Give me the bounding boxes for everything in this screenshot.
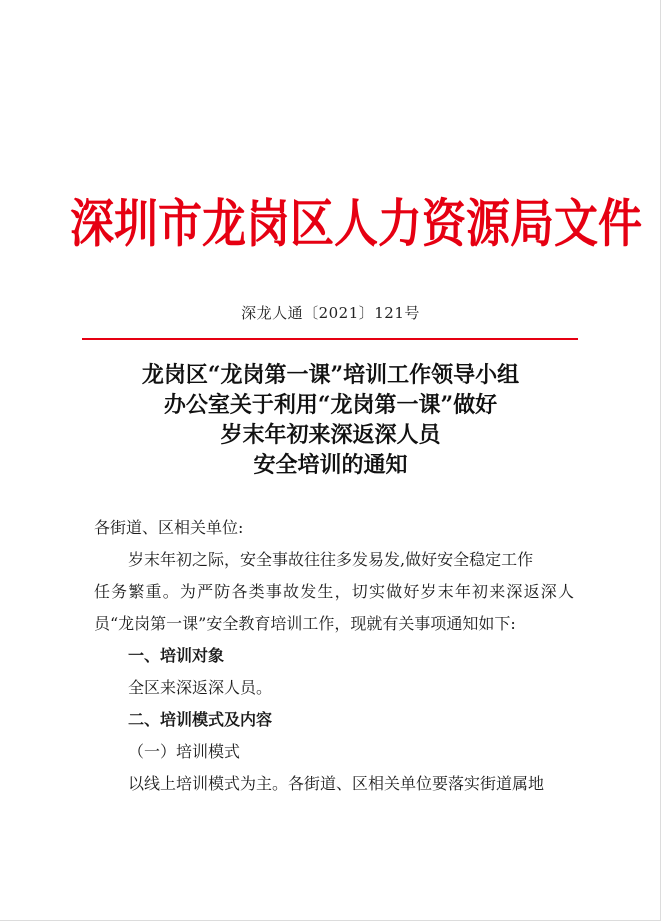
section1-text: 全区来深返深人员。 bbox=[128, 678, 273, 697]
red-divider-line bbox=[82, 338, 578, 340]
title-line-1: 龙岗区“龙岗第一课”培训工作领导小组 bbox=[141, 362, 520, 388]
document-number: 深龙人通〔2021〕121号 bbox=[241, 304, 420, 322]
salutation: 各街道、区相关单位: bbox=[94, 518, 244, 537]
title-line-2: 办公室关于利用“龙岗第一课”做好 bbox=[163, 392, 498, 418]
section2-heading: 二、培训模式及内容 bbox=[128, 710, 273, 729]
title-line-4: 安全培训的通知 bbox=[253, 452, 408, 478]
paragraph1-line-3: 员“龙岗第一课”安全教育培训工作，现就有关事项通知如下: bbox=[94, 614, 516, 633]
subsection1-heading: （一）培训模式 bbox=[128, 742, 241, 761]
title-line-3: 岁末年初来深返深人员 bbox=[220, 422, 441, 448]
paragraph1-line-2: 任务繁重。为严防各类事故发生，切实做好岁末年初来深返深人 bbox=[94, 582, 574, 601]
masthead-title: 深圳市龙岗区人力资源局文件 bbox=[70, 194, 642, 255]
section1-heading: 一、培训对象 bbox=[128, 646, 225, 665]
subsection1-text: 以线上培训模式为主。各街道、区相关单位要落实街道属地 bbox=[128, 774, 545, 793]
notice-title bbox=[0, 360, 661, 480]
paragraph1-line-1: 岁末年初之际，安全事故往往多发易发,做好安全稳定工作 bbox=[128, 550, 534, 569]
document-body bbox=[94, 512, 574, 800]
